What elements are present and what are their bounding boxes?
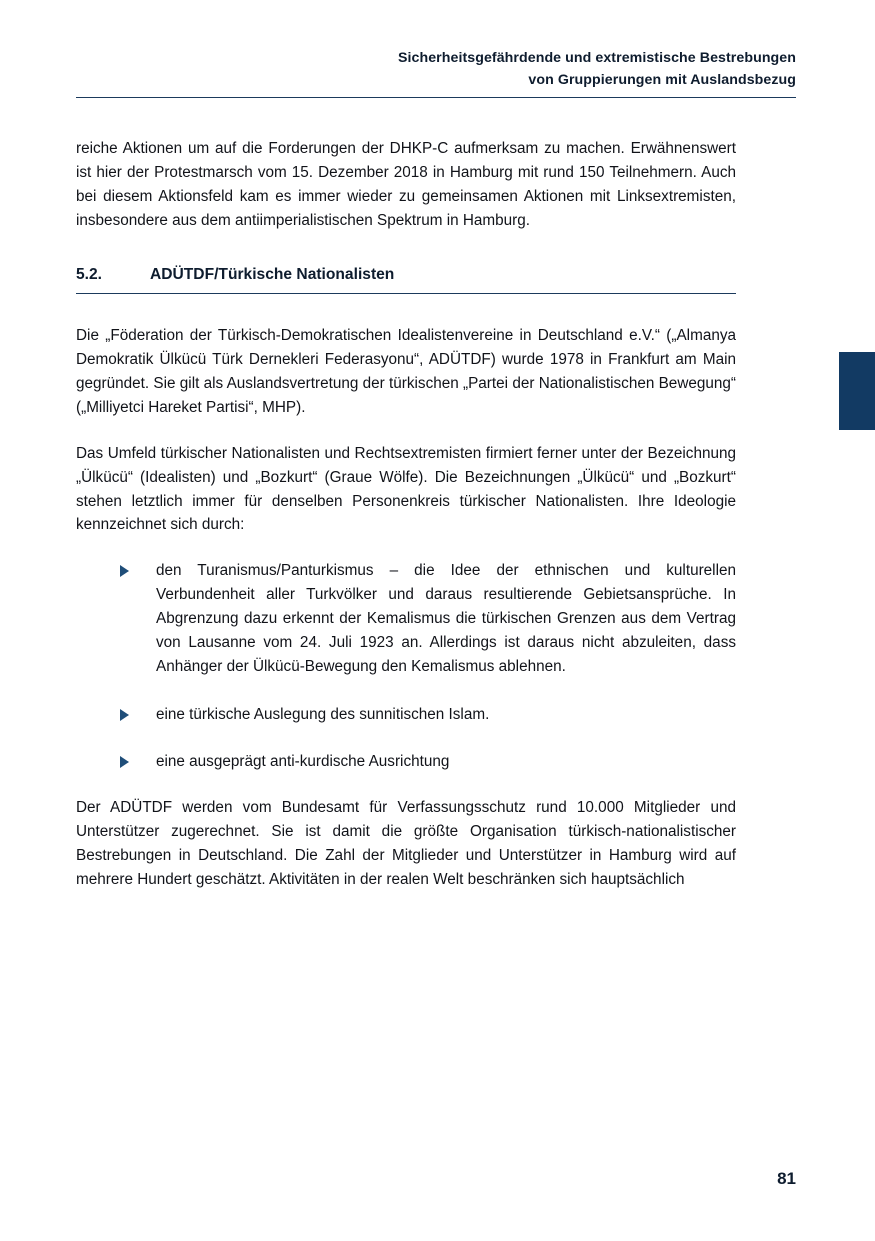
paragraph-foundation: Die „Föderation der Türkisch-Demokratischen Idealistenvereine in Deutschland e.V.“ („Almanya Demokratik Ülkücü Türk Dernekleri Federasyonu“, ADÜTDF) wurde 1978 in Frankfurt am Main gegründet. Sie gilt als Auslandsvertretung der türkischen „Partei der Nationalistischen Bewegung“ („Milliyetci Hareket Partisi“, MHP).: [76, 327, 736, 417]
chapter-tab-marker: [839, 352, 875, 430]
list-item-text: den Turanismus/Panturkismus – die Idee der ethnischen und kulturellen Verbundenheit aller Turkvölker und daraus resultierende Gebietsansprüche. In Abgrenzung dazu erkennt der Kemalismus die türkischen Grenzen aus dem Vertrag von Lausanne vom 24. Juli 1923 an. Allerdings ist daraus nicht abzuleiten, dass Anhänger der Ülkücü-Bewegung den Kemalismus ablehnen.: [156, 562, 736, 675]
heading-spacer: [76, 294, 736, 324]
section-heading-block: [76, 266, 736, 294]
page-number: 81: [777, 1169, 796, 1188]
triangle-bullet-icon: [120, 756, 129, 768]
running-header-line-1: Sicherheitsgefährdende und extremistische Bestrebungen: [397, 50, 796, 66]
section-title: ADÜTDF/Türkische Nationalisten: [150, 266, 395, 284]
paragraph-membership: Der ADÜTDF werden vom Bundesamt für Verfassungsschutz rund 10.000 Mitglieder und Unterstützer zugerechnet. Sie ist damit die größte Organisation türkisch-nationalistischer Bestrebungen in Deutschland. Die Zahl der Mitglieder und Unterstützer in Hamburg wird auf mehrere Hundert geschätzt. Aktivitäten in der realen Welt beschränken sich hauptsächlich: [76, 799, 736, 888]
section-number: 5.2.: [76, 266, 103, 284]
section-divider: [76, 293, 736, 294]
running-header: [76, 48, 796, 91]
list-item-text: eine türkische Auslegung des sunnitischen Islam.: [156, 705, 490, 723]
ideology-bullet-list: [76, 559, 736, 774]
triangle-bullet-icon: [120, 709, 129, 721]
paragraph-intro: reiche Aktionen um auf die Forderungen der DHKP-C aufmerksam zu machen. Erwähnenswert ist hier der Protestmarsch vom 15. Dezember 2018 in Hamburg mit rund 150 Teilnehmern. Auch bei diesem Aktionsfeld kam es immer wieder zu gemeinsamen Aktionen mit Linksextremisten, insbesondere aus dem antiimperialistischen Spektrum in Hamburg.: [76, 140, 736, 229]
triangle-bullet-icon: [120, 565, 129, 577]
running-header-line-2: von Gruppierungen mit Auslandsbezug: [528, 71, 796, 88]
list-item-text: eine ausgeprägt anti-kurdische Ausrichtung: [156, 753, 450, 771]
page-content: [76, 137, 736, 892]
section-heading: [76, 266, 736, 293]
paragraph-milieu: Das Umfeld türkischer Nationalisten und Rechtsextremisten firmiert ferner unter der Bezeichnung „Ülkücü“ (Idealisten) und „Bozkurt“ (Graue Wölfe). Die Bezeichnungen „Ülkücü“ und „Bozkurt“ stehen letztlich immer für denselben Personenkreis türkischer Nationalisten. Ihre Ideologie kennzeichnet sich durch:: [76, 444, 736, 534]
list-item: [120, 750, 736, 774]
list-item: [120, 703, 736, 727]
list-item: [120, 559, 736, 678]
header-divider: [76, 97, 796, 98]
